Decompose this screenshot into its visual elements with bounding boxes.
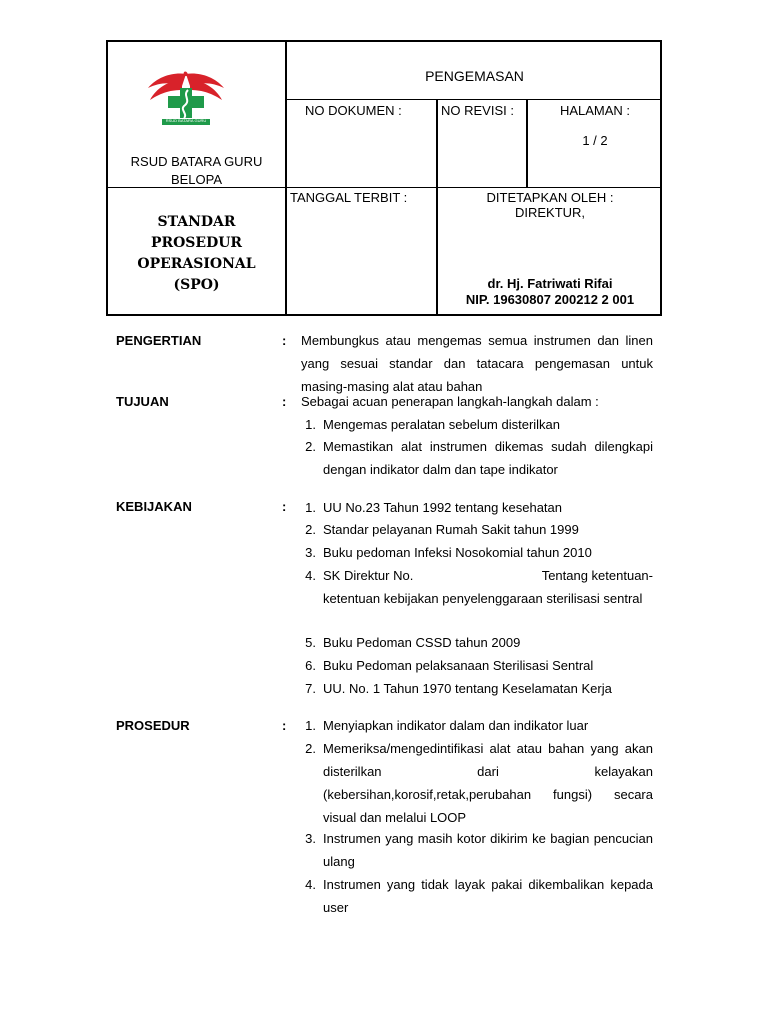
list-item: Buku Pedoman CSSD tahun 2009 — [323, 635, 521, 650]
section-colon: : — [282, 333, 287, 348]
list-item: Memeriksa/mengedintifikasi alat atau bahan yang akan disterilkan dari kelayakan (kebersihan,korosif,retak,perubahan fungsi) secara visual dan melalui LOOP — [323, 741, 653, 825]
spo-title-line2: PROSEDUR — [150, 235, 243, 251]
kebijakan-label: KEBIJAKAN — [116, 499, 192, 514]
list-number: 4. — [305, 877, 316, 892]
list-item-part: Tentang ketentuan- — [541, 568, 653, 583]
list-number: 3. — [305, 545, 316, 560]
list-item: UU No.23 Tahun 1992 tentang kesehatan — [323, 500, 562, 515]
list-item: UU. No. 1 Tahun 1970 tentang Keselamatan Kerja — [323, 681, 612, 696]
list-item-part: ketentuan kebijakan penyelenggaraan sterilisasi sentral — [323, 591, 643, 606]
pengertian-label: PENGERTIAN — [116, 333, 202, 348]
director-name: dr. Hj. Fatriwati Rifai — [487, 276, 613, 291]
ditetapkan-label: DITETAPKAN OLEH : — [486, 190, 614, 205]
list-item — [323, 564, 653, 610]
list-number: 1. — [305, 417, 316, 432]
list-number: 5. — [305, 635, 316, 650]
spo-title-line1: STANDAR — [157, 214, 236, 230]
list-number: 7. — [305, 681, 316, 696]
list-number: 2. — [305, 741, 316, 756]
list-number: 2. — [305, 439, 316, 454]
director-nip: NIP. 19630807 200212 2 001 — [465, 292, 635, 307]
list-item: Instrumen yang tidak layak pakai dikembalikan kepada user — [323, 877, 653, 915]
table-divider — [285, 99, 662, 100]
prosedur-label: PROSEDUR — [116, 718, 190, 733]
pengertian-text: Membungkus atau mengemas semua instrumen dan linen yang sesuai standar dan tatacara pengemasan untuk masing-masing alat atau bahan — [301, 333, 653, 394]
halaman-value: 1 / 2 — [582, 133, 608, 148]
section-colon: : — [282, 718, 287, 733]
hospital-name-line1: RSUD BATARA GURU — [130, 154, 263, 169]
list-item: Buku pedoman Infeksi Nosokomial tahun 2010 — [323, 545, 592, 560]
list-item: Buku Pedoman pelaksanaan Sterilisasi Sentral — [323, 658, 594, 673]
list-item: Mengemas peralatan sebelum disterilkan — [323, 417, 561, 432]
tanggal-terbit-label: TANGGAL TERBIT : — [290, 190, 408, 205]
list-number: 4. — [305, 568, 316, 583]
direktur-label: DIREKTUR, — [514, 205, 586, 220]
no-revisi-label: NO REVISI : — [441, 103, 514, 118]
document-title: PENGEMASAN — [425, 68, 524, 84]
list-number: 1. — [305, 500, 316, 515]
list-item-part: SK Direktur No. — [323, 568, 414, 583]
list-item: Menyiapkan indikator dalam dan indikator luar — [323, 718, 589, 733]
section-colon: : — [282, 394, 287, 409]
list-item: Standar pelayanan Rumah Sakit tahun 1999 — [323, 522, 579, 537]
spo-title-line3: OPERASIONAL — [137, 256, 256, 272]
halaman-label: HALAMAN : — [559, 103, 631, 118]
no-dokumen-label: NO DOKUMEN : — [305, 103, 402, 118]
list-number: 1. — [305, 718, 316, 733]
list-number: 6. — [305, 658, 316, 673]
hospital-name-line2: BELOPA — [170, 172, 223, 187]
section-colon: : — [282, 499, 287, 514]
list-item: Instrumen yang masih kotor dikirim ke bagian pencucian ulang — [323, 831, 653, 869]
logo-caption: RSUD BATARA GURU — [165, 118, 207, 123]
tujuan-label: TUJUAN — [116, 394, 169, 409]
list-number: 3. — [305, 831, 316, 846]
tujuan-intro: Sebagai acuan penerapan langkah-langkah dalam : — [301, 394, 599, 409]
list-item: Memastikan alat instrumen dikemas sudah dilengkapi dengan indikator dalm dan tape indikator — [323, 439, 653, 477]
spo-title-line4: (SPO) — [173, 277, 220, 293]
list-number: 2. — [305, 522, 316, 537]
